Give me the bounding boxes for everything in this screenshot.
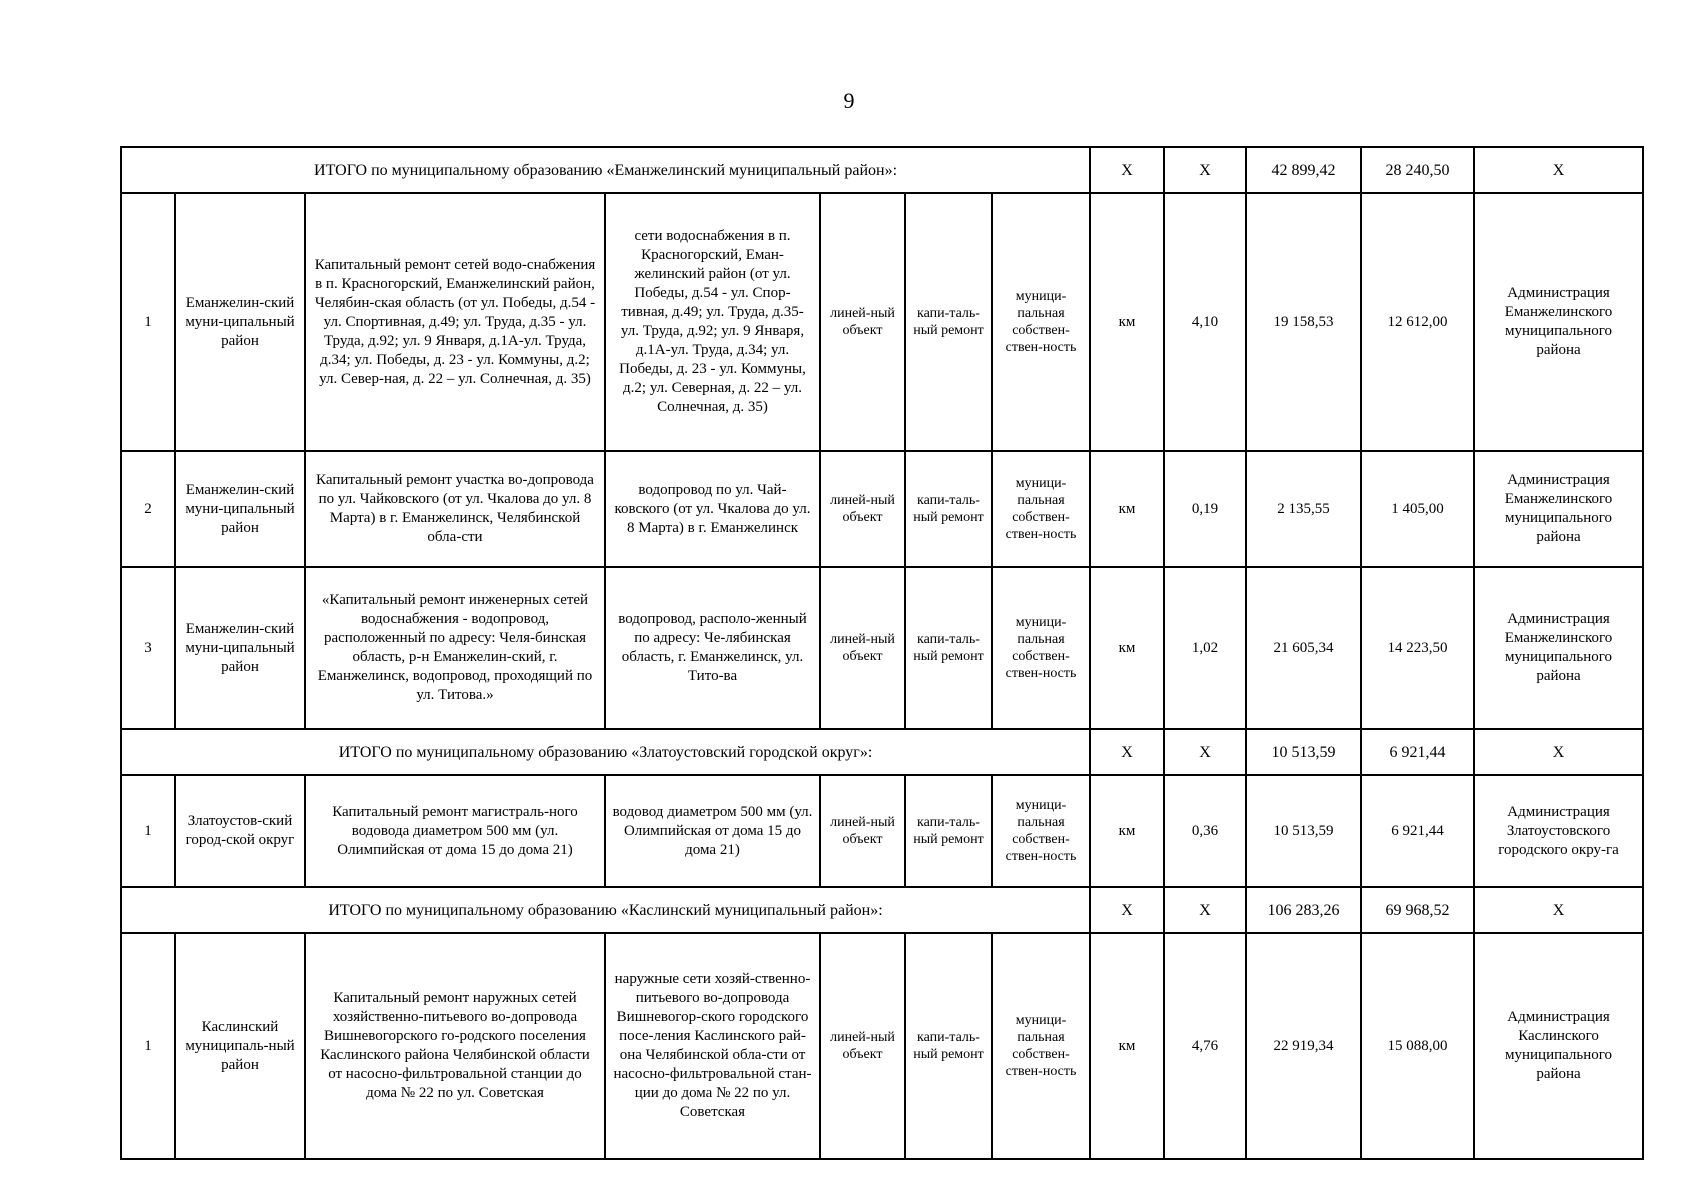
total-row: [121, 729, 1643, 775]
work-cell: «Капитальный ремонт инженерных сетей водоснабжения - водопровод, расположенный по адресу: Челя-бинская область, р-н Еманжелин-ский, г. Еманжелинск, водопровод, проходящий по ул. Титова.»: [305, 567, 605, 729]
object-cell: сети водоснабжения в п. Красногорский, Еман-желинский район (от ул. Победы, д.54 - ул. Спор-тивная, д.49; ул. Труда, д.35- ул. Труда, д.92; ул. 9 Января, д.1А-ул. Труда, д.34; ул. Победы, д. 23 - ул. Коммуны, д.2; ул. Северная, д. 22 – ул. Солнечная, д. 35): [605, 193, 820, 451]
quantity-cell: 4,76: [1164, 933, 1246, 1159]
row-number: 1: [121, 775, 175, 887]
total-x-cell: Х: [1474, 887, 1643, 933]
objects-table: [120, 146, 1644, 1160]
total-label: ИТОГО по муниципальному образованию «Каслинский муниципальный район»:: [121, 887, 1090, 933]
table-row: [121, 193, 1643, 451]
cost-subsidy-cell: 6 921,44: [1361, 775, 1474, 887]
total-label: ИТОГО по муниципальному образованию «Еманжелинский муниципальный район»:: [121, 147, 1090, 193]
customer-cell: Администрация Еманжелинского муниципального района: [1474, 451, 1643, 567]
object-cell: водопровод по ул. Чай-ковского (от ул. Чкалова до ул. 8 Марта) в г. Еманжелинск: [605, 451, 820, 567]
total-sum-cell: 106 283,26: [1246, 887, 1361, 933]
object-type-cell: линей-ный объект: [820, 567, 905, 729]
total-row: [121, 887, 1643, 933]
total-x-cell: Х: [1090, 729, 1164, 775]
unit-cell: км: [1090, 193, 1164, 451]
object-type-cell: линей-ный объект: [820, 193, 905, 451]
unit-cell: км: [1090, 567, 1164, 729]
total-sum-cell: 10 513,59: [1246, 729, 1361, 775]
total-x-cell: Х: [1090, 887, 1164, 933]
municipality-cell: Златоустов-ский город-ской округ: [175, 775, 305, 887]
work-type-cell: капи-таль-ный ремонт: [905, 451, 992, 567]
cost-subsidy-cell: 1 405,00: [1361, 451, 1474, 567]
work-type-cell: капи-таль-ный ремонт: [905, 933, 992, 1159]
ownership-cell: муници-пальная собствен-ствен-ность: [992, 193, 1090, 451]
cost-total-cell: 10 513,59: [1246, 775, 1361, 887]
total-x-cell: Х: [1164, 729, 1246, 775]
object-cell: наружные сети хозяй-ственно-питьевого во-допровода Вишневогор-ского городского посе-ления Каслинского рай-она Челябинской обла-сти от насосно-фильтровальной стан-ции до дома № 22 по ул. Советская: [605, 933, 820, 1159]
quantity-cell: 1,02: [1164, 567, 1246, 729]
object-type-cell: линей-ный объект: [820, 933, 905, 1159]
cost-subsidy-cell: 14 223,50: [1361, 567, 1474, 729]
row-number: 1: [121, 193, 175, 451]
municipality-cell: Еманжелин-ский муни-ципальный район: [175, 567, 305, 729]
total-sum-cell: 69 968,52: [1361, 887, 1474, 933]
municipality-cell: Еманжелин-ский муни-ципальный район: [175, 193, 305, 451]
unit-cell: км: [1090, 451, 1164, 567]
unit-cell: км: [1090, 933, 1164, 1159]
total-label: ИТОГО по муниципальному образованию «Златоустовский городской округ»:: [121, 729, 1090, 775]
cost-subsidy-cell: 12 612,00: [1361, 193, 1474, 451]
cost-total-cell: 2 135,55: [1246, 451, 1361, 567]
work-type-cell: капи-таль-ный ремонт: [905, 567, 992, 729]
row-number: 2: [121, 451, 175, 567]
customer-cell: Администрация Еманжелинского муниципального района: [1474, 567, 1643, 729]
quantity-cell: 4,10: [1164, 193, 1246, 451]
table-row: [121, 451, 1643, 567]
table-row: [121, 775, 1643, 887]
customer-cell: Администрация Каслинского муниципального района: [1474, 933, 1643, 1159]
total-x-cell: Х: [1164, 887, 1246, 933]
object-cell: водопровод, располо-женный по адресу: Че-лябинская область, г. Еманжелинск, ул. Тито-ва: [605, 567, 820, 729]
total-row: [121, 147, 1643, 193]
customer-cell: Администрация Еманжелинского муниципального района: [1474, 193, 1643, 451]
object-type-cell: линей-ный объект: [820, 775, 905, 887]
total-x-cell: Х: [1164, 147, 1246, 193]
table-row: [121, 933, 1643, 1159]
quantity-cell: 0,19: [1164, 451, 1246, 567]
total-x-cell: Х: [1474, 147, 1643, 193]
cost-total-cell: 19 158,53: [1246, 193, 1361, 451]
work-cell: Капитальный ремонт магистраль-ного водовода диаметром 500 мм (ул. Олимпийская от дома 15 до дома 21): [305, 775, 605, 887]
total-x-cell: Х: [1090, 147, 1164, 193]
ownership-cell: муници-пальная собствен-ствен-ность: [992, 451, 1090, 567]
row-number: 1: [121, 933, 175, 1159]
ownership-cell: муници-пальная собствен-ствен-ность: [992, 775, 1090, 887]
object-type-cell: линей-ный объект: [820, 451, 905, 567]
object-cell: водовод диаметром 500 мм (ул. Олимпийская от дома 15 до дома 21): [605, 775, 820, 887]
cost-total-cell: 21 605,34: [1246, 567, 1361, 729]
unit-cell: км: [1090, 775, 1164, 887]
work-type-cell: капи-таль-ный ремонт: [905, 775, 992, 887]
table-row: [121, 567, 1643, 729]
customer-cell: Администрация Златоустовского городского окру-га: [1474, 775, 1643, 887]
work-cell: Капитальный ремонт участка во-допровода по ул. Чайковского (от ул. Чкалова до ул. 8 Марта) в г. Еманжелинск, Челябинской обла-сти: [305, 451, 605, 567]
cost-total-cell: 22 919,34: [1246, 933, 1361, 1159]
ownership-cell: муници-пальная собствен-ствен-ность: [992, 567, 1090, 729]
ownership-cell: муници-пальная собствен-ствен-ность: [992, 933, 1090, 1159]
municipality-cell: Еманжелин-ский муни-ципальный район: [175, 451, 305, 567]
total-sum-cell: 42 899,42: [1246, 147, 1361, 193]
quantity-cell: 0,36: [1164, 775, 1246, 887]
cost-subsidy-cell: 15 088,00: [1361, 933, 1474, 1159]
total-x-cell: Х: [1474, 729, 1643, 775]
total-sum-cell: 28 240,50: [1361, 147, 1474, 193]
work-type-cell: капи-таль-ный ремонт: [905, 193, 992, 451]
page-number: 9: [843, 88, 855, 113]
work-cell: Капитальный ремонт наружных сетей хозяйственно-питьевого во-допровода Вишневогорского го-родского поселения Каслинского района Челябинской области от насосно-фильтровальной станции до дома № 22 по ул. Советская: [305, 933, 605, 1159]
row-number: 3: [121, 567, 175, 729]
work-cell: Капитальный ремонт сетей водо-снабжения в п. Красногорский, Еманжелинский район, Челябин-ская область (от ул. Победы, д.54 - ул. Спортивная, д.49; ул. Труда, д.35 - ул. Труда, д.92; ул. 9 Января, д.1А-ул. Труда, д.34; ул. Победы, д. 23 - ул. Коммуны, д.2; ул. Север-ная, д. 22 – ул. Солнечная, д. 35): [305, 193, 605, 451]
total-sum-cell: 6 921,44: [1361, 729, 1474, 775]
municipality-cell: Каслинский муниципаль-ный район: [175, 933, 305, 1159]
